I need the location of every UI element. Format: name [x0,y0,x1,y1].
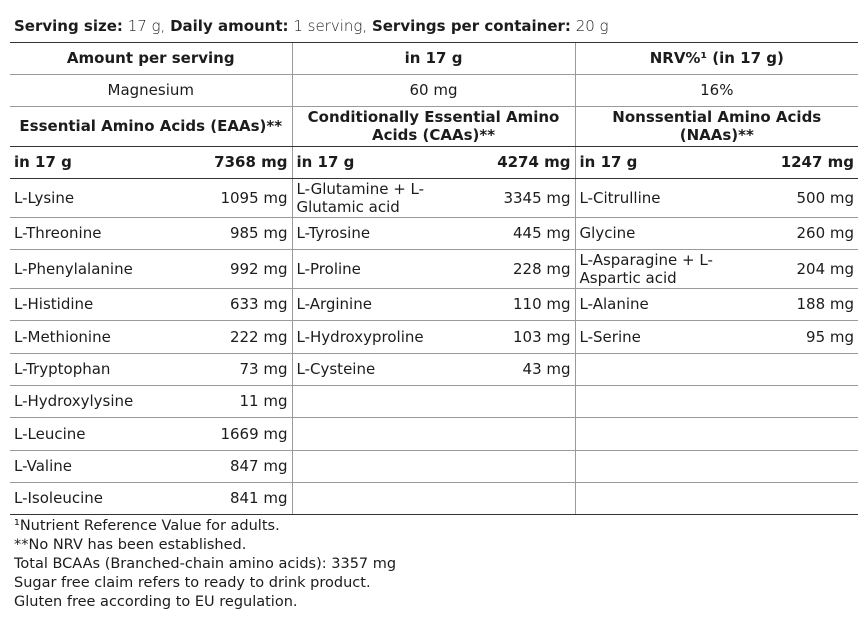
caa-empty-cell [292,482,481,514]
caa-name: L-Tyrosine [292,217,481,249]
footnote-nrv-definition: ¹Nutrient Reference Value for adults. [14,517,280,534]
naa-name: L-Citrulline [575,178,758,217]
footnote-no-nrv: **No NRV has been established. [14,536,247,553]
caa-empty-cell [481,450,575,482]
caa-amount: 43 mg [481,353,575,385]
group-title-row [10,106,858,146]
table-row [10,417,858,450]
eaa-amount: 633 mg [200,288,292,320]
eaa-total-label: in 17 g [10,146,200,178]
table-row [10,385,858,417]
servings-per-container-value: 20 g [575,17,609,35]
serving-info-bar [10,10,858,43]
naa-name: L-Serine [575,320,758,353]
daily-amount-label: Daily amount: [170,17,289,35]
caa-name: L-Proline [292,249,481,288]
naa-name: L-Asparagine + L-Aspartic acid [575,249,758,288]
eaa-total-value: 7368 mg [200,146,292,178]
naa-empty-cell [575,417,758,450]
naa-amount: 500 mg [758,178,858,217]
caa-empty-cell [292,450,481,482]
table-row [10,249,858,288]
naa-empty-cell [758,450,858,482]
nrv-header: NRV%¹ (in 17 g) [575,43,858,74]
eaa-name: L-Histidine [10,288,200,320]
serving-size-value: 17 g, [127,17,166,35]
naa-empty-cell [575,385,758,417]
naa-empty-cell [758,482,858,514]
naa-empty-cell [758,353,858,385]
eaa-name: L-Tryptophan [10,353,200,385]
magnesium-name: Magnesium [10,74,292,106]
footnote-gluten-free: Gluten free according to EU regulation. [14,593,298,610]
eaa-name: L-Lysine [10,178,200,217]
naa-name: L-Alanine [575,288,758,320]
caa-name: L-Cysteine [292,353,481,385]
caa-amount: 103 mg [481,320,575,353]
caa-amount: 228 mg [481,249,575,288]
caa-empty-cell [292,417,481,450]
table-row [10,288,858,320]
table-row [10,450,858,482]
eaa-name: L-Isoleucine [10,482,200,514]
footnotes [10,515,858,612]
caa-empty-cell [292,385,481,417]
caa-empty-cell [481,417,575,450]
caa-empty-cell [481,385,575,417]
daily-amount-value: 1 serving, [293,17,368,35]
eaa-name: L-Valine [10,450,200,482]
eaa-name: L-Threonine [10,217,200,249]
caa-name: L-Arginine [292,288,481,320]
caa-name: L-Hydroxyproline [292,320,481,353]
footnote-total-bcaa: Total BCAAs (Branched-chain amino acids): 3357 mg [14,555,397,572]
naa-amount: 95 mg [758,320,858,353]
eaa-amount: 985 mg [200,217,292,249]
eaa-amount: 11 mg [200,385,292,417]
caa-amount: 3345 mg [481,178,575,217]
serving-size-label: Serving size: [14,17,123,35]
table-row [10,217,858,249]
naa-empty-cell [575,353,758,385]
column-header-row [10,43,858,74]
eaa-group-title: Essential Amino Acids (EAAs)** [10,106,292,146]
eaa-amount: 1669 mg [200,417,292,450]
caa-total-value: 4274 mg [481,146,575,178]
eaa-amount: 73 mg [200,353,292,385]
eaa-name: L-Leucine [10,417,200,450]
eaa-name: L-Hydroxylysine [10,385,200,417]
table-row [10,178,858,217]
naa-empty-cell [575,482,758,514]
table-row [10,353,858,385]
in-17g-header: in 17 g [292,43,575,74]
naa-total-label: in 17 g [575,146,758,178]
naa-amount: 188 mg [758,288,858,320]
table-row [10,482,858,514]
eaa-amount: 992 mg [200,249,292,288]
naa-amount: 204 mg [758,249,858,288]
caa-amount: 110 mg [481,288,575,320]
magnesium-amount: 60 mg [292,74,575,106]
servings-per-container-label: Servings per container: [371,17,571,35]
eaa-amount: 847 mg [200,450,292,482]
naa-empty-cell [575,450,758,482]
caa-amount: 445 mg [481,217,575,249]
eaa-amount: 1095 mg [200,178,292,217]
footnote-sugar-free: Sugar free claim refers to ready to drink product. [14,574,371,591]
eaa-amount: 841 mg [200,482,292,514]
amino-acid-table [10,43,858,515]
eaa-name: L-Methionine [10,320,200,353]
table-row [10,320,858,353]
naa-group-title: Nonssential Amino Acids (NAAs)** [575,106,858,146]
caa-total-label: in 17 g [292,146,481,178]
nutrition-facts-panel [10,10,858,612]
amount-per-serving-header: Amount per serving [10,43,292,74]
naa-empty-cell [758,417,858,450]
eaa-name: L-Phenylalanine [10,249,200,288]
naa-total-value: 1247 mg [758,146,858,178]
caa-name: L-Glutamine + L-Glutamic acid [292,178,481,217]
naa-name: Glycine [575,217,758,249]
group-total-row [10,146,858,178]
magnesium-nrv: 16% [575,74,858,106]
magnesium-row [10,74,858,106]
caa-empty-cell [481,482,575,514]
naa-empty-cell [758,385,858,417]
eaa-amount: 222 mg [200,320,292,353]
naa-amount: 260 mg [758,217,858,249]
caa-group-title: Conditionally Essential Amino Acids (CAAs)** [292,106,575,146]
